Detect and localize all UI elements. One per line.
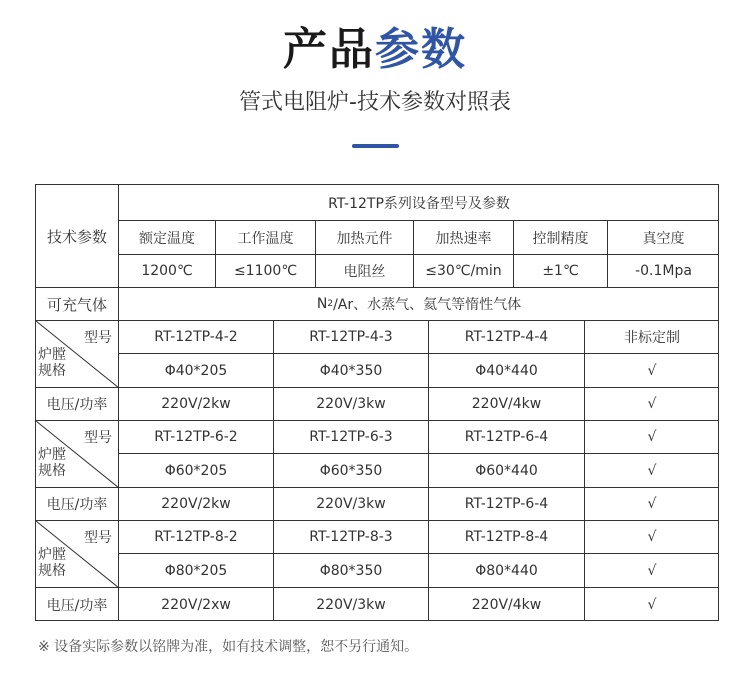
spec-value-vacuum: -0.1Mpa [608, 255, 719, 288]
model-cell: RT-12TP-4-4 [429, 321, 585, 354]
spec-header-working-temp: 工作温度 [216, 221, 316, 255]
chamber-cell: √ [585, 554, 719, 588]
spec-header-rated-temp: 额定温度 [119, 221, 216, 255]
gas-value [119, 288, 719, 321]
diag-model-label: 型号 [84, 330, 112, 346]
power-cell: 220V/3kw [274, 388, 429, 421]
series-title: RT-12TP系列设备型号及参数 [119, 185, 719, 221]
power-cell: 220V/2xw [119, 588, 274, 621]
model-cell: √ [585, 521, 719, 554]
model-cell: RT-12TP-4-3 [274, 321, 429, 354]
power-cell: 220V/2kw [119, 388, 274, 421]
diag-chamber-label: 炉膛规格 [38, 347, 66, 379]
power-cell: RT-12TP-6-4 [429, 488, 585, 521]
title-blue-part: 参数 [375, 24, 467, 75]
model-cell: √ [585, 421, 719, 454]
chamber-cell: √ [585, 454, 719, 488]
spec-header-heating-rate: 加热速率 [414, 221, 514, 255]
title-accent-divider [352, 144, 399, 148]
gas-value-rest: /Ar、水蒸气、氦气等惰性气体 [333, 297, 522, 313]
spec-value-control-accuracy: ±1℃ [514, 255, 608, 288]
power-cell: 220V/4kw [429, 388, 585, 421]
gas-value-n: N [316, 296, 328, 312]
spec-header-vacuum: 真空度 [608, 221, 719, 255]
power-cell: √ [585, 388, 719, 421]
chamber-cell: Φ40*440 [429, 354, 585, 388]
power-cell: 220V/3kw [274, 488, 429, 521]
power-cell: 220V/3kw [274, 588, 429, 621]
model-cell: RT-12TP-8-3 [274, 521, 429, 554]
diag-header-cell [36, 521, 119, 588]
spec-table [35, 184, 719, 621]
chamber-cell: Φ80*350 [274, 554, 429, 588]
spec-value-rated-temp: 1200℃ [119, 255, 216, 288]
spec-value-heating-element: 电阻丝 [316, 255, 414, 288]
footnote: ※ 设备实际参数以铭牌为准，如有技术调整，恕不另行通知。 [38, 639, 419, 655]
diag-chamber-label: 炉膛规格 [38, 547, 66, 579]
model-cell: RT-12TP-6-3 [274, 421, 429, 454]
diag-model-label: 型号 [84, 430, 112, 446]
chamber-cell: √ [585, 354, 719, 388]
spec-header-control-accuracy: 控制精度 [514, 221, 608, 255]
spec-header-heating-element: 加热元件 [316, 221, 414, 255]
chamber-cell: Φ60*440 [429, 454, 585, 488]
model-cell: RT-12TP-8-2 [119, 521, 274, 554]
spec-value-working-temp: ≤1100℃ [216, 255, 316, 288]
power-label: 电压/功率 [36, 588, 119, 621]
power-label: 电压/功率 [36, 388, 119, 421]
chamber-cell: Φ60*350 [274, 454, 429, 488]
diag-chamber-label: 炉膛规格 [38, 447, 66, 479]
gas-value-subscript: 2 [327, 299, 334, 309]
chamber-cell: Φ40*205 [119, 354, 274, 388]
model-cell: 非标定制 [585, 321, 719, 354]
power-cell: 220V/4kw [429, 588, 585, 621]
spec-value-heating-rate: ≤30℃/min [414, 255, 514, 288]
chamber-cell: Φ80*205 [119, 554, 274, 588]
power-cell: 220V/2kw [119, 488, 274, 521]
power-cell: √ [585, 488, 719, 521]
tech-params-label: 技术参数 [36, 185, 119, 288]
diag-model-label: 型号 [84, 530, 112, 546]
page-subtitle: 管式电阻炉-技术参数对照表 [239, 90, 511, 115]
model-cell: RT-12TP-6-2 [119, 421, 274, 454]
model-cell: RT-12TP-4-2 [119, 321, 274, 354]
chamber-cell: Φ60*205 [119, 454, 274, 488]
model-cell: RT-12TP-6-4 [429, 421, 585, 454]
title-dark-part: 产品 [283, 24, 375, 75]
gas-label: 可充气体 [36, 288, 119, 321]
diag-header-cell [36, 421, 119, 488]
model-cell: RT-12TP-8-4 [429, 521, 585, 554]
chamber-cell: Φ40*350 [274, 354, 429, 388]
page-title [0, 22, 750, 78]
chamber-cell: Φ80*440 [429, 554, 585, 588]
power-label: 电压/功率 [36, 488, 119, 521]
power-cell: √ [647, 596, 657, 613]
diag-header-cell [36, 321, 119, 388]
